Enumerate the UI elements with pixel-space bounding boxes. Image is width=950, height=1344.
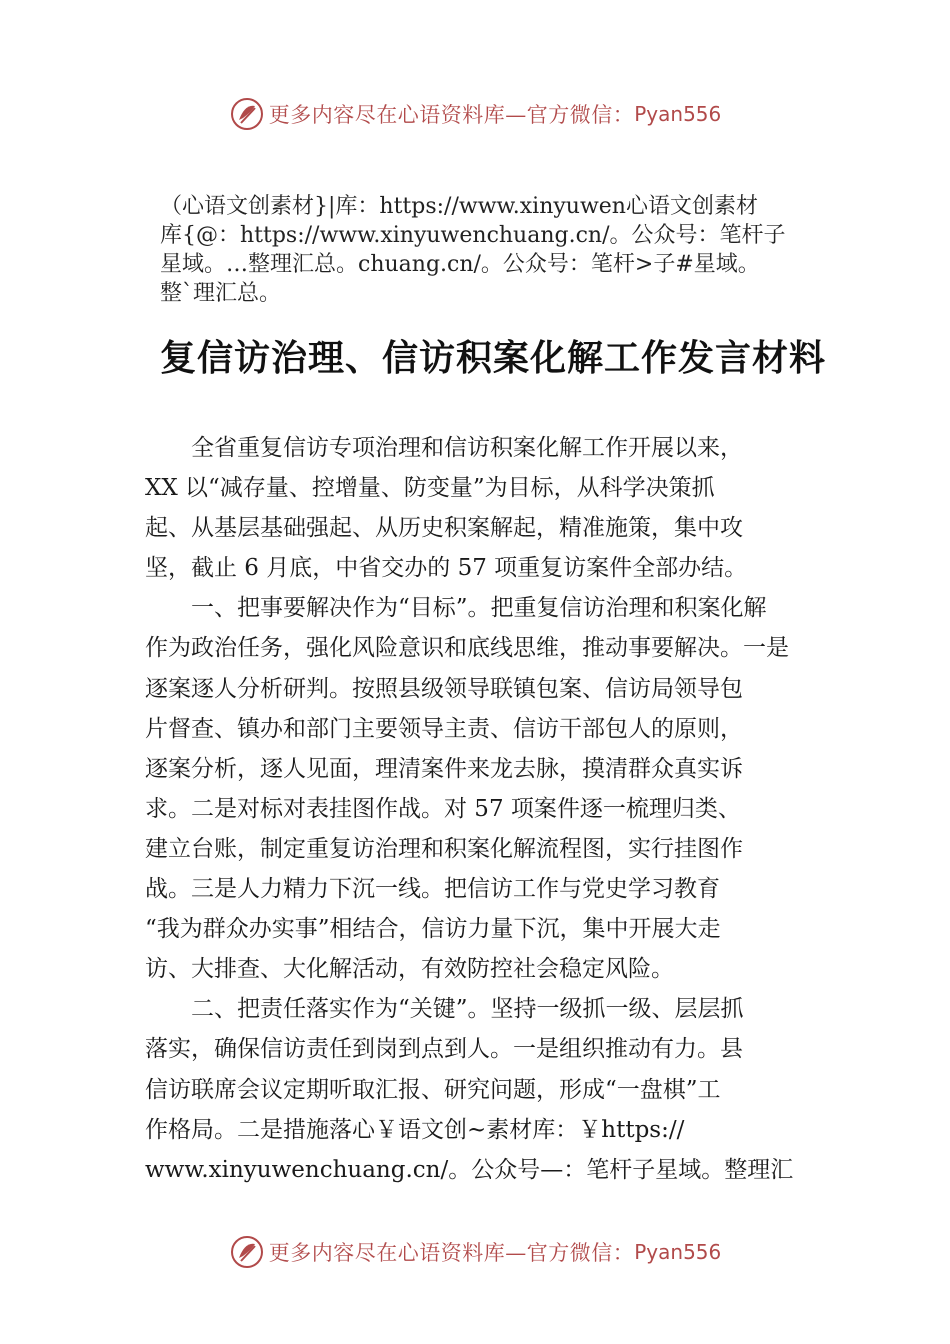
brand-logo-icon xyxy=(229,96,265,132)
bottom-banner xyxy=(0,1230,950,1274)
body-line: 建立台账，制定重复访治理和积案化解流程图，实行挂图作 xyxy=(145,835,743,862)
body-line: 坚，截止 6 月底，中省交办的 57 项重复访案件全部办结。 xyxy=(145,555,748,582)
body-line: XX 以“减存量、控增量、防变量”为目标，从科学决策抓 xyxy=(145,475,715,502)
header-line: （心语文创素材}|库：https://www.xinyuwen心语文创素材 xyxy=(160,194,758,219)
header-line: 库{@：https://www.xinyuwenchuang.cn/。公众号：笔杆子 xyxy=(160,223,786,248)
body-line: 落实，确保信访责任到岗到点到人。一是组织推动有力。县 xyxy=(145,1036,743,1063)
banner-text: 更多内容尽在心语资料库—官方微信： xyxy=(268,1241,635,1265)
body-line: 逐案分析，逐人见面，理清案件来龙去脉，摸清群众真实诉 xyxy=(145,755,743,782)
body-line: www.xinyuwenchuang.cn/。公众号—：笔杆子星域。整理汇 xyxy=(145,1156,794,1183)
body-line: 作格局。二是措施落心￥语文创~素材库：￥https:// xyxy=(145,1116,685,1143)
banner-wechat-id: Pyan556 xyxy=(634,102,722,126)
body-line: 战。三是人力精力下沉一线。把信访工作与党史学习教育 xyxy=(145,876,720,903)
banner-wechat-id: Pyan556 xyxy=(634,1240,722,1264)
top-banner xyxy=(0,92,950,136)
body-line: 信访联席会议定期听取汇报、研究问题，形成“一盘棋”工 xyxy=(145,1076,721,1103)
body-line: 二、把责任落实作为“关键”。坚持一级抓一级、层层抓 xyxy=(145,996,744,1023)
body-line: 作为政治任务，强化风险意识和底线思维，推动事要解决。一是 xyxy=(145,635,789,662)
body-line: 一、把事要解决作为“目标”。把重复信访治理和积案化解 xyxy=(145,595,767,622)
source-header xyxy=(160,192,840,308)
body-line: 全省重复信访专项治理和信访积案化解工作开展以来， xyxy=(145,435,743,461)
document-title: 复信访治理、信访积案化解工作发言材料 xyxy=(160,337,827,379)
header-line: 星域。…整理汇总。chuang.cn/。公众号：笔杆>子#星域。 xyxy=(160,252,760,277)
banner-text: 更多内容尽在心语资料库—官方微信： xyxy=(268,103,635,127)
brand-logo-icon xyxy=(229,1234,265,1270)
document-body xyxy=(145,428,845,1190)
header-line: 整`理汇总。 xyxy=(160,281,282,306)
body-line: 片督查、镇办和部门主要领导主责、信访干部包人的原则， xyxy=(145,715,743,742)
body-line: 逐案逐人分析研判。按照县级领导联镇包案、信访局领导包 xyxy=(145,675,743,702)
body-line: 访、大排查、大化解活动，有效防控社会稳定风险。 xyxy=(145,956,674,983)
body-line: 起、从基层基础强起、从历史积案解起，精准施策，集中攻 xyxy=(145,515,743,542)
body-line: 求。二是对标对表挂图作战。对 57 项案件逐一梳理归类、 xyxy=(145,795,741,822)
body-line: “我为群众办实事”相结合，信访力量下沉，集中开展大走 xyxy=(145,916,721,943)
